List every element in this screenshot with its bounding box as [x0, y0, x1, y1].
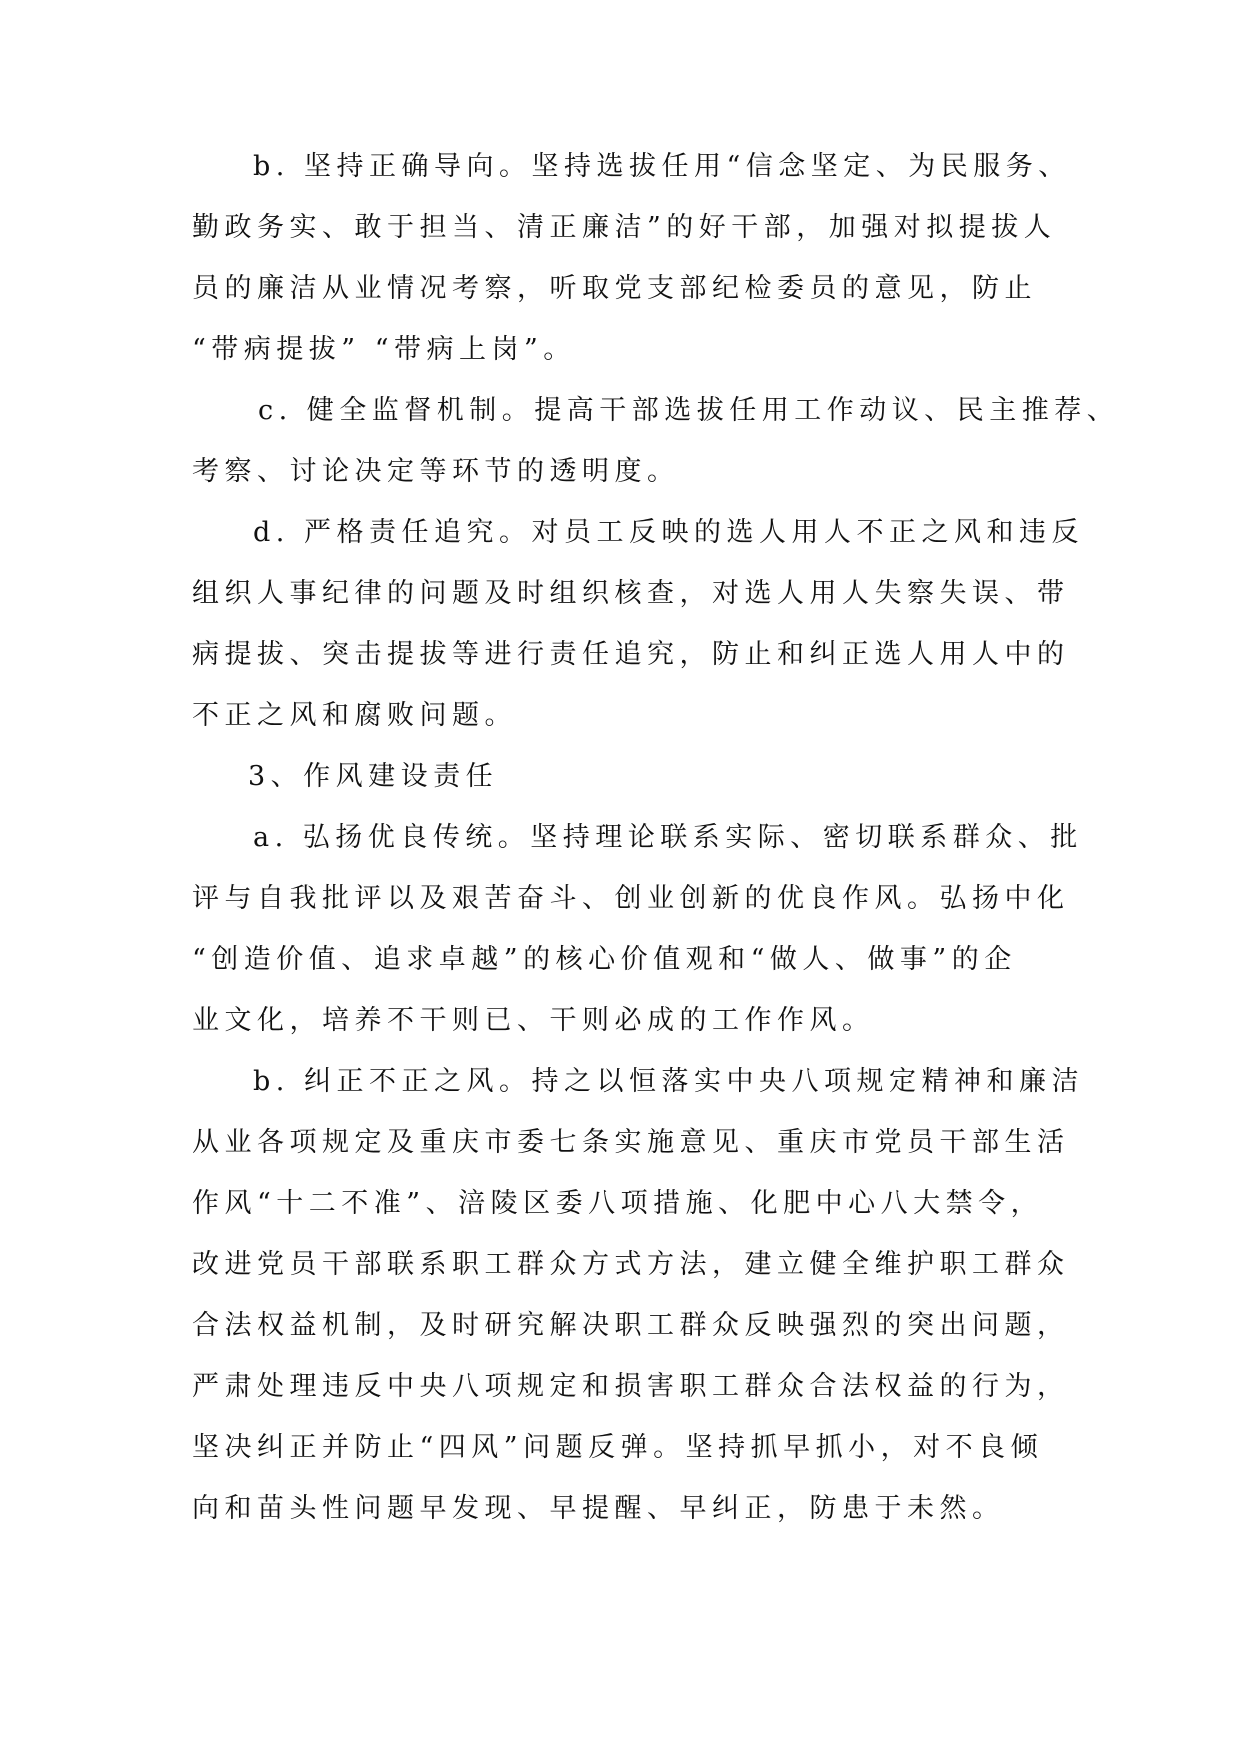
paragraph-b-correct-guidance	[192, 152, 1072, 365]
section-heading-text: 3、作风建设责任	[248, 761, 499, 792]
text-line: b. 坚持正确导向。坚持选拔任用“信念坚定、为民服务、	[253, 151, 1071, 182]
text-line: 合法权益机制，及时研究解决职工群众反映强烈的突出问题，	[192, 1310, 1070, 1341]
text-line: 不正之风和腐败问题。	[192, 700, 517, 731]
paragraph-c-supervision	[192, 395, 1120, 487]
paragraph-b-correct-unhealthy	[192, 1066, 1084, 1524]
paragraph-d-accountability	[192, 517, 1084, 731]
text-line: 评与自我批评以及艰苦奋斗、创业创新的优良作风。弘扬中化	[192, 883, 1070, 914]
text-line: 考察、讨论决定等环节的透明度。	[192, 456, 680, 487]
text-line: 勤政务实、敢于担当、清正廉洁”的好干部，加强对拟提拔人	[192, 212, 1057, 243]
text-line: a. 弘扬优良传统。坚持理论联系实际、密切联系群众、批	[253, 822, 1083, 853]
text-line: “创造价值、追求卓越”的核心价值观和“做人、做事”的企	[192, 944, 1017, 975]
text-line: 病提拔、突击提拔等进行责任追究，防止和纠正选人用人中的	[192, 639, 1070, 670]
text-line: c. 健全监督机制。提高干部选拔任用工作动议、民主推荐、	[258, 395, 1120, 426]
text-line: 严肃处理违反中央八项规定和损害职工群众合法权益的行为，	[192, 1371, 1070, 1402]
text-line: b. 纠正不正之风。持之以恒落实中央八项规定精神和廉洁	[253, 1066, 1084, 1097]
text-line: 组织人事纪律的问题及时组织核查，对选人用人失察失误、带	[192, 578, 1070, 609]
text-line: 业文化，培养不干则已、干则必成的工作作风。	[192, 1005, 875, 1036]
text-line: 向和苗头性问题早发现、早提醒、早纠正，防患于未然。	[192, 1493, 1005, 1524]
text-line: 员的廉洁从业情况考察，听取党支部纪检委员的意见，防止	[192, 273, 1037, 304]
document-body	[192, 151, 1120, 1524]
text-line: 改进党员干部联系职工群众方式方法，建立健全维护职工群众	[192, 1249, 1070, 1280]
section-heading-3	[192, 762, 1072, 792]
text-line: “带病提拔” “带病上岗”。	[192, 334, 576, 365]
text-line: 从业各项规定及重庆市委七条实施意见、重庆市党员干部生活	[192, 1127, 1070, 1158]
text-line: 作风“十二不准”、涪陵区委八项措施、化肥中心八大禁令，	[192, 1188, 1044, 1219]
text-line: d. 严格责任追究。对员工反映的选人用人不正之风和违反	[253, 517, 1084, 548]
text-line: 坚决纠正并防止“四风”问题反弹。坚持抓早抓小，对不良倾	[192, 1432, 1044, 1463]
paragraph-a-traditions	[192, 822, 1083, 1036]
